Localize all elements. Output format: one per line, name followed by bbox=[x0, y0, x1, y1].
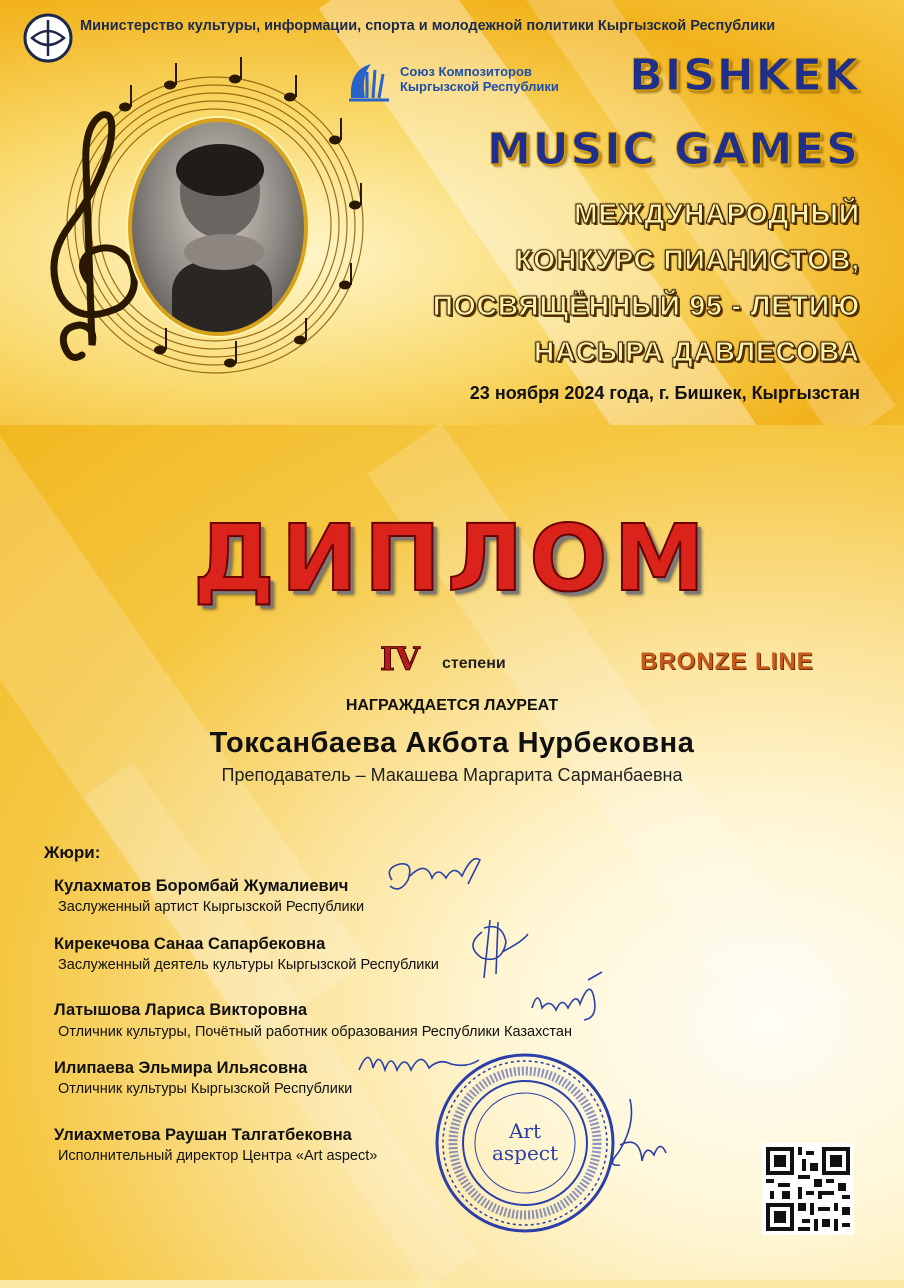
event-title-line-1: BISHKEK bbox=[629, 50, 860, 101]
diploma-title: ДИПЛОМ bbox=[192, 505, 712, 612]
degree-numeral: IV bbox=[380, 640, 420, 678]
jury-member-role: Отличник культуры, Почётный работник образования Республики Казахстан bbox=[58, 1024, 572, 1040]
event-title-line-2: MUSIC GAMES bbox=[487, 124, 860, 175]
jury-title: Жюри: bbox=[44, 843, 101, 862]
awarded-label: НАГРАЖДАЕТСЯ ЛАУРЕАТ bbox=[345, 697, 559, 714]
signature bbox=[380, 850, 490, 900]
jury-member bbox=[54, 1059, 352, 1097]
date-place: 23 ноября 2024 года, г. Бишкек, Кыргызстан bbox=[469, 383, 860, 403]
laureate-name: Токсанбаева Акбота Нурбековна bbox=[209, 727, 695, 759]
jury-member-role: Заслуженный деятель культуры Кыргызской Республики bbox=[58, 957, 439, 973]
jury-member-name: Кулахматов Боромбай Жумалиевич bbox=[54, 877, 349, 895]
qr-code-icon[interactable] bbox=[762, 1143, 854, 1235]
teacher-name: Преподаватель – Макашева Маргарита Сарманбаевна bbox=[221, 765, 683, 785]
portrait-figure bbox=[132, 122, 304, 332]
ministry-name: Министерство культуры, информации, спорта и молодежной политики Кыргызской Республики bbox=[80, 18, 776, 34]
union-line-2: Кыргызской Республики bbox=[400, 79, 559, 94]
jury-member-name: Илипаева Эльмира Ильясовна bbox=[54, 1059, 308, 1077]
jury-member-role: Заслуженный артист Кыргызской Республики bbox=[58, 899, 365, 915]
jury-member-name: Латышова Лариса Викторовна bbox=[54, 1001, 308, 1019]
bronze-line: BRONZE LINE bbox=[640, 648, 814, 675]
jury-member bbox=[54, 1001, 572, 1040]
jury-member-role: Исполнительный директор Центра «Art aspect» bbox=[58, 1148, 378, 1164]
degree-word: степени bbox=[442, 655, 506, 672]
competition-line-2: КОНКУРС ПИАНИСТОВ, bbox=[515, 244, 860, 275]
competition-line-1: МЕЖДУНАРОДНЫЙ bbox=[574, 198, 860, 229]
composers-union-name bbox=[400, 64, 559, 94]
jury-member bbox=[54, 935, 439, 973]
jury-member-role: Отличник культуры Кыргызской Республики bbox=[58, 1081, 353, 1097]
composer-portrait bbox=[128, 118, 308, 336]
stamp-text-line-1: Art bbox=[508, 1119, 542, 1143]
stamp-text-line-2: aspect bbox=[491, 1141, 559, 1165]
treble-clef-icon bbox=[54, 115, 134, 358]
signature bbox=[528, 968, 608, 1028]
jury-member bbox=[54, 1126, 377, 1164]
official-stamp bbox=[430, 1048, 620, 1238]
jury-member-name: Кирекечова Санаа Сапарбековна bbox=[54, 935, 326, 953]
union-line-1: Союз Композиторов bbox=[400, 64, 532, 79]
jury-member-name: Улиахметова Раушан Талгатбековна bbox=[54, 1126, 352, 1144]
competition-line-3: ПОСВЯЩЁННЫЙ 95 - ЛЕТИЮ bbox=[432, 290, 860, 321]
competition-line-4: НАСЫРА ДАВЛЕСОВА bbox=[534, 336, 860, 367]
jury-member bbox=[54, 877, 364, 915]
